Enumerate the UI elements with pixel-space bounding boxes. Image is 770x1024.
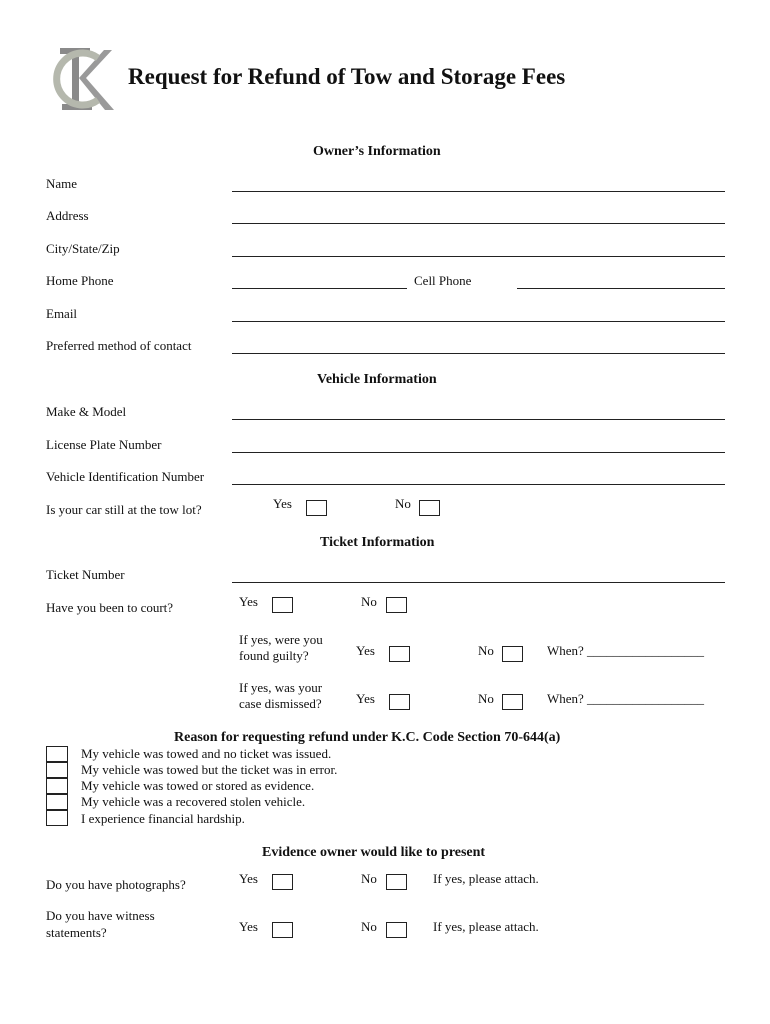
home-phone-label: Home Phone [46,273,114,288]
witness-attach-note: If yes, please attach. [433,919,539,934]
court-no-checkbox[interactable] [386,597,407,613]
reason-option-5: I experience financial hardship. [81,811,245,826]
photographs-no-label: No [361,871,377,886]
license-plate-field[interactable] [232,452,725,453]
cell-phone-field[interactable] [517,288,725,289]
court-yes-checkbox[interactable] [272,597,293,613]
photographs-no-checkbox[interactable] [386,874,407,890]
photographs-attach-note: If yes, please attach. [433,871,539,886]
preferred-contact-label: Preferred method of contact [46,338,192,353]
reason-checkbox-5[interactable] [46,810,68,826]
home-phone-field[interactable] [232,288,407,289]
dismissed-yes-label: Yes [356,691,375,706]
reason-checkbox-4[interactable] [46,794,68,810]
guilty-no-checkbox[interactable] [502,646,523,662]
ticket-number-label: Ticket Number [46,567,125,582]
preferred-contact-field[interactable] [232,353,725,354]
guilty-yes-checkbox[interactable] [389,646,410,662]
kc-logo-icon [52,44,118,112]
court-question: Have you been to court? [46,600,174,615]
photographs-yes-label: Yes [239,871,258,886]
make-model-label: Make & Model [46,404,127,419]
vin-field[interactable] [232,484,725,485]
witness-no-label: No [361,919,377,934]
make-model-field[interactable] [232,419,725,420]
photographs-yes-checkbox[interactable] [272,874,293,890]
city-state-zip-label: City/State/Zip [46,241,120,256]
name-field[interactable] [232,191,725,192]
guilty-when-field[interactable]: When? __________________ [547,643,705,658]
witness-question-line1: Do you have witness [46,908,155,923]
dismissed-yes-checkbox[interactable] [389,694,410,710]
email-field[interactable] [232,321,725,322]
vehicle-heading: Vehicle Information [317,372,437,387]
guilty-question-line2: found guilty? [239,648,309,663]
court-no-label: No [361,594,377,609]
reason-option-2: My vehicle was towed but the ticket was in error. [81,762,338,777]
dismissed-question-line2: case dismissed? [239,696,322,711]
tow-lot-question: Is your car still at the tow lot? [46,502,202,517]
witness-yes-checkbox[interactable] [272,922,293,938]
witness-question-line2: statements? [46,925,107,940]
dismissed-no-label: No [478,691,494,706]
evidence-heading: Evidence owner would like to present [262,845,486,860]
kc-logo [52,44,118,112]
dismissed-question-line1: If yes, was your [239,680,323,695]
email-label: Email [46,306,78,321]
address-field[interactable] [232,223,725,224]
guilty-no-label: No [478,643,494,658]
reason-checkbox-3[interactable] [46,778,68,794]
reason-checkbox-1[interactable] [46,746,68,762]
ticket-heading: Ticket Information [320,535,435,550]
photographs-question: Do you have photographs? [46,877,186,892]
guilty-yes-label: Yes [356,643,375,658]
reason-option-1: My vehicle was towed and no ticket was issued. [81,746,332,761]
witness-no-checkbox[interactable] [386,922,407,938]
tow-lot-no-checkbox[interactable] [419,500,440,516]
vin-label: Vehicle Identification Number [46,469,205,484]
city-state-zip-field[interactable] [232,256,725,257]
cell-phone-label: Cell Phone [414,273,472,288]
address-label: Address [46,208,89,223]
witness-yes-label: Yes [239,919,258,934]
reason-option-4: My vehicle was a recovered stolen vehicle. [81,794,306,809]
page-title: Request for Refund of Tow and Storage Fees [128,64,566,89]
reason-checkbox-2[interactable] [46,762,68,778]
reason-heading: Reason for requesting refund under K.C. Code Section 70-644(a) [174,730,561,745]
owner-heading: Owner’s Information [313,144,441,159]
court-yes-label: Yes [239,594,258,609]
license-plate-label: License Plate Number [46,437,162,452]
guilty-question-line1: If yes, were you [239,632,323,647]
tow-lot-yes-checkbox[interactable] [306,500,327,516]
reason-option-3: My vehicle was towed or stored as evidence. [81,778,315,793]
ticket-number-field[interactable] [232,582,725,583]
dismissed-no-checkbox[interactable] [502,694,523,710]
dismissed-when-field[interactable]: When? __________________ [547,691,705,706]
tow-lot-no-label: No [395,496,411,511]
name-label: Name [46,176,78,191]
tow-lot-yes-label: Yes [273,496,292,511]
